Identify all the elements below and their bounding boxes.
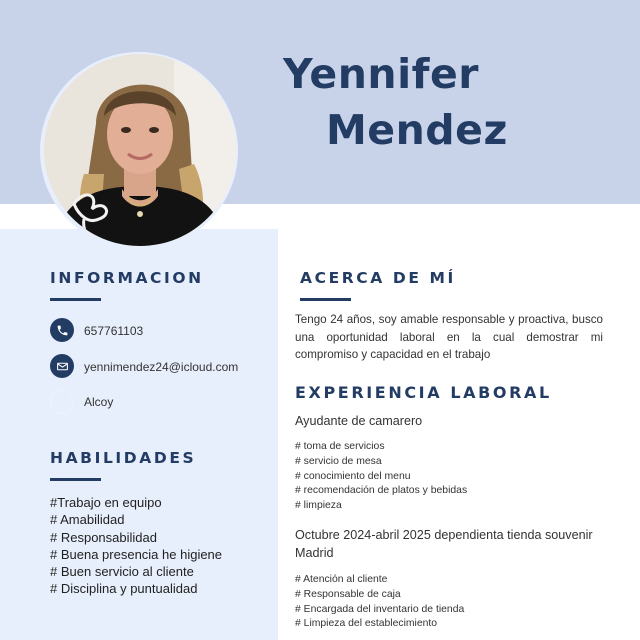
skills-title-underline <box>50 478 101 481</box>
about-section-title: ACERCA DE MÍ <box>300 269 456 287</box>
job-title: Ayudante de camarero <box>295 414 423 428</box>
list-item: # Atención al cliente <box>295 574 388 585</box>
list-item: #Trabajo en equipo <box>50 495 162 510</box>
list-item: # Amabilidad <box>50 512 125 528</box>
about-text: Tengo 24 años, soy amable responsable y proactiva, busco una oportunidad laboral en la cual demostrar mi compromiso y capacidad en el trabajo <box>295 313 603 361</box>
phone-icon <box>50 318 74 342</box>
profile-photo <box>44 54 236 246</box>
profile-photo-illustration <box>44 54 236 246</box>
list-item: # recomendación de platos y bebidas <box>295 485 468 497</box>
list-item: # Buena presencia he higiene <box>50 546 223 562</box>
list-item: # Disciplina y puntualidad <box>50 581 198 597</box>
job-duties-list <box>295 440 467 514</box>
mail-icon <box>50 354 74 378</box>
list-item: # Responsabilidad <box>50 529 157 545</box>
skills-list <box>50 494 222 598</box>
skills-section-title: HABILIDADES <box>50 449 197 467</box>
list-item: # servicio de mesa <box>295 455 382 467</box>
location-text: Alcoy <box>84 395 114 409</box>
list-item: # toma de servicios <box>295 441 385 452</box>
list-item: # Responsable de caja <box>295 588 401 600</box>
location-icon <box>50 390 74 414</box>
phone-number: 657761103 <box>84 324 144 338</box>
list-item: # Limpieza del establecimiento <box>295 618 438 630</box>
about-title-underline <box>300 298 351 301</box>
list-item: # Encargada del inventario de tienda <box>295 603 465 615</box>
experience-section-title: EXPERIENCIA LABORAL <box>295 383 552 402</box>
first-name: Yennifer <box>283 50 480 98</box>
list-item: # conocimiento del menu <box>295 470 411 482</box>
list-item: # limpieza <box>295 500 342 512</box>
info-section-title: INFORMACION <box>50 269 204 287</box>
info-title-underline <box>50 298 101 301</box>
last-name: Mendez <box>326 106 508 154</box>
list-item: # Buen servicio al cliente <box>50 564 194 580</box>
job-duties-list <box>295 573 464 632</box>
job-title: Octubre 2024-abril 2025 dependienta tienda souvenir Madrid <box>295 528 593 560</box>
email-address: yennimendez24@icloud.com <box>84 360 239 374</box>
